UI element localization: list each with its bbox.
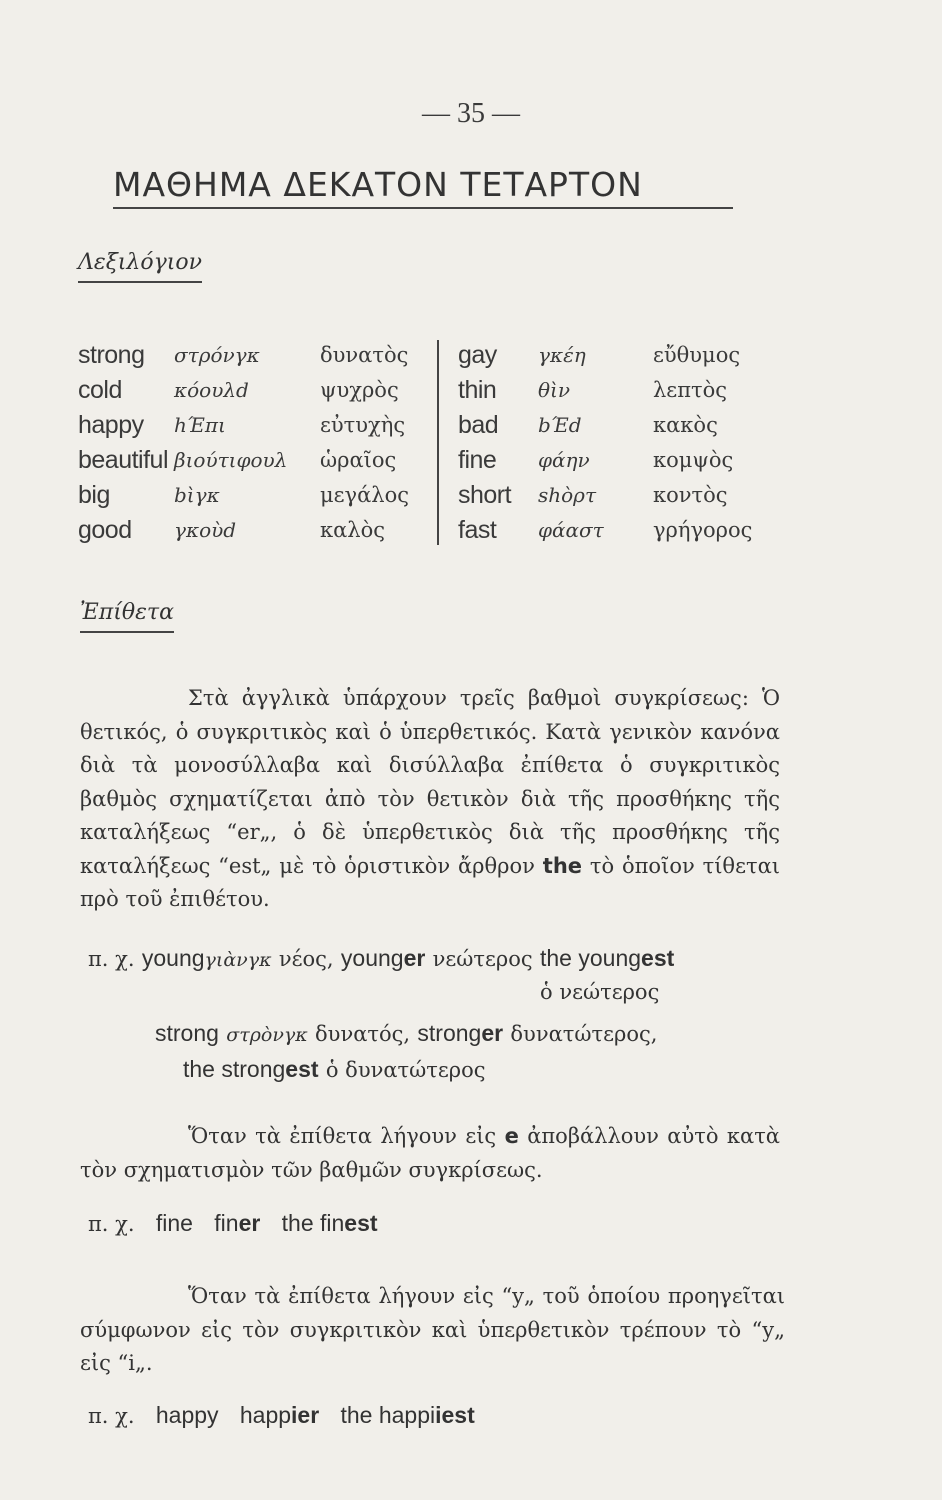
- example-strong: [155, 1020, 657, 1047]
- vocab-gr2: κομψὸς: [653, 448, 734, 472]
- vocab-gr2: εὔθυμος: [653, 343, 741, 367]
- vocab-pron2: γκέη: [538, 343, 586, 367]
- lesson-title: ΜΑΘΗΜΑ ΔΕΚΑΤΟΝ ΤΕΤΑΡΤΟΝ: [113, 165, 733, 209]
- vocab-pron: hΈπι: [174, 413, 226, 437]
- word-happier-stem: happ: [239, 1402, 292, 1428]
- suffix-er: er: [481, 1020, 504, 1046]
- example-young: [88, 945, 674, 972]
- word-youngest-stem: the young: [540, 945, 642, 971]
- example-prefix: π. χ.: [88, 947, 135, 971]
- vocab-en2: gay: [458, 341, 497, 369]
- page-number: — 35 —: [422, 98, 520, 129]
- vocab-en2: bad: [458, 411, 499, 439]
- example-fine: [88, 1210, 378, 1237]
- suffix-est: est: [344, 1210, 378, 1236]
- vocab-pron2: bΈd: [538, 413, 582, 437]
- word-fine: fine: [155, 1210, 193, 1236]
- vocab-gr: εὐτυχὴς: [320, 413, 406, 437]
- vocab-gr2: κακὸς: [653, 413, 718, 437]
- vocab-pron2: φάαστ: [538, 518, 604, 542]
- vocab-gr: καλὸς: [320, 518, 386, 542]
- word-younger-stem: young: [340, 945, 404, 971]
- vocab-gr: ὡραῖος: [320, 448, 397, 472]
- example-prefix: π. χ.: [88, 1212, 135, 1236]
- word-strong: strong: [155, 1020, 219, 1046]
- paragraph-e-rule-end: ἀποβάλλουν αὐτὸ κατὰ τὸν σχηματισμὸν τῶν βαθμῶν συγκρίσεως.: [80, 1124, 780, 1182]
- paragraph-e-rule: [80, 1120, 780, 1187]
- paragraph-y-rule: Ὅταν τὰ ἐπίθετα λήγουν εἰς “y„ τοῦ ὁποίου προηγεῖται σύμφωνον εἰς τὸν συγκριτικὸν καὶ ὑπερθετικὸν τρέπουν τὸ “y„ εἰς “i„.: [80, 1284, 785, 1375]
- word-stronger-stem: strong: [417, 1020, 482, 1046]
- vocab-table: [78, 338, 878, 548]
- vocab-gr: δυνατὸς: [320, 343, 409, 367]
- suffix-est: est: [641, 945, 675, 971]
- paragraph-degrees: [80, 682, 780, 917]
- suffix-er: er: [238, 1210, 261, 1236]
- gr-strongest: ὁ δυνατώτερος: [325, 1058, 486, 1082]
- vocab-row: [78, 338, 878, 373]
- vocab-pron: στρόνγκ: [174, 343, 260, 367]
- vocab-en2: fast: [458, 516, 497, 544]
- vocab-en2: short: [458, 481, 512, 509]
- vocab-en: good: [78, 516, 132, 544]
- vocab-pron2: shὸρτ: [538, 483, 597, 507]
- word-happy: happy: [155, 1402, 219, 1428]
- vocab-gr: μεγάλος: [320, 483, 409, 507]
- gr-stronger: δυνατώτερος,: [510, 1022, 658, 1046]
- example-happy: [88, 1402, 475, 1429]
- suffix-er: er: [403, 945, 426, 971]
- word-strongest-stem: the strong: [183, 1056, 286, 1082]
- gr-young: νέος,: [278, 947, 334, 971]
- vocab-pron2: φάην: [538, 448, 590, 472]
- paragraph-degrees-text: Στὰ ἀγγλικὰ ὑπάρχουν τρεῖς βαθμοὶ συγκρίσεως: Ὁ θετικός, ὁ συγκριτικὸς καὶ ὁ ὑπερθετικός. Κατὰ γενικὸν κανόνα διὰ τὰ μονοσύλλαβα καὶ δισύλλαβα ἐπίθετα ὁ συγκριτικὸς βαθμὸς σχηματίζεται ἀπὸ τὸν θετικὸν διὰ τῆς προσθήκης τῆς καταλήξεως “er„, ὁ δὲ ὑπερθετικὸς διὰ τῆς προσθήκης τῆς καταλήξεως “est„ μὲ τὸ ὁριστικὸν ἄρθρον: [80, 686, 780, 878]
- word-young: young: [141, 945, 205, 971]
- vocab-pron: βιούτιφουλ: [174, 448, 288, 472]
- suffix-iest: iest: [435, 1402, 475, 1428]
- pron-strong: στρὸνγκ: [226, 1024, 308, 1046]
- word-finer-stem: fin: [214, 1210, 239, 1236]
- vocab-pron2: θὶν: [538, 378, 571, 402]
- vocab-gr: ψυχρὸς: [320, 378, 399, 402]
- vocab-pron: bὶγκ: [174, 483, 220, 507]
- word-finest-stem: the fin: [281, 1210, 345, 1236]
- letter-e: e: [504, 1124, 519, 1148]
- vocab-divider: [437, 340, 439, 545]
- vocab-gr2: γρήγορος: [653, 518, 753, 542]
- vocab-row: [78, 373, 878, 408]
- vocab-gr2: λεπτὸς: [653, 378, 728, 402]
- vocab-heading: Λεξιλόγιον: [78, 250, 202, 283]
- article-the: the: [542, 853, 583, 878]
- example-prefix: π. χ.: [88, 1404, 135, 1428]
- vocab-en2: thin: [458, 376, 497, 404]
- vocab-en: beautiful: [78, 446, 169, 474]
- paragraph-degrees-end: τὸ ὁποῖον τίθεται πρὸ τοῦ ἐπιθέτου.: [80, 853, 780, 911]
- vocab-en2: fine: [458, 446, 497, 474]
- vocab-gr2: κοντὸς: [653, 483, 728, 507]
- gr-younger: νεώτερος: [432, 947, 533, 971]
- vocab-en: strong: [78, 341, 145, 369]
- paragraph-e-rule-text: Ὅταν τὰ ἐπίθετα λήγουν εἰς: [188, 1124, 497, 1148]
- vocab-row: [78, 513, 878, 548]
- adjectives-heading: Ἐπίθετα: [80, 600, 174, 633]
- pron-young: γιὰνγκ: [204, 949, 272, 971]
- gr-strong: δυνατός,: [315, 1022, 411, 1046]
- example-strongest: [183, 1056, 486, 1083]
- vocab-pron: γκοὺd: [174, 518, 237, 542]
- vocab-pron: κόουλd: [174, 378, 249, 402]
- vocab-en: big: [78, 481, 110, 509]
- vocab-row: [78, 478, 878, 513]
- word-happiest-stem: the happi: [340, 1402, 436, 1428]
- gr-youngest: ὁ νεώτερος: [540, 980, 660, 1004]
- vocab-row: [78, 443, 878, 478]
- vocab-row: [78, 408, 878, 443]
- vocab-en: happy: [78, 411, 144, 439]
- suffix-est: est: [285, 1056, 319, 1082]
- vocab-en: cold: [78, 376, 122, 404]
- suffix-ier: ier: [291, 1402, 320, 1428]
